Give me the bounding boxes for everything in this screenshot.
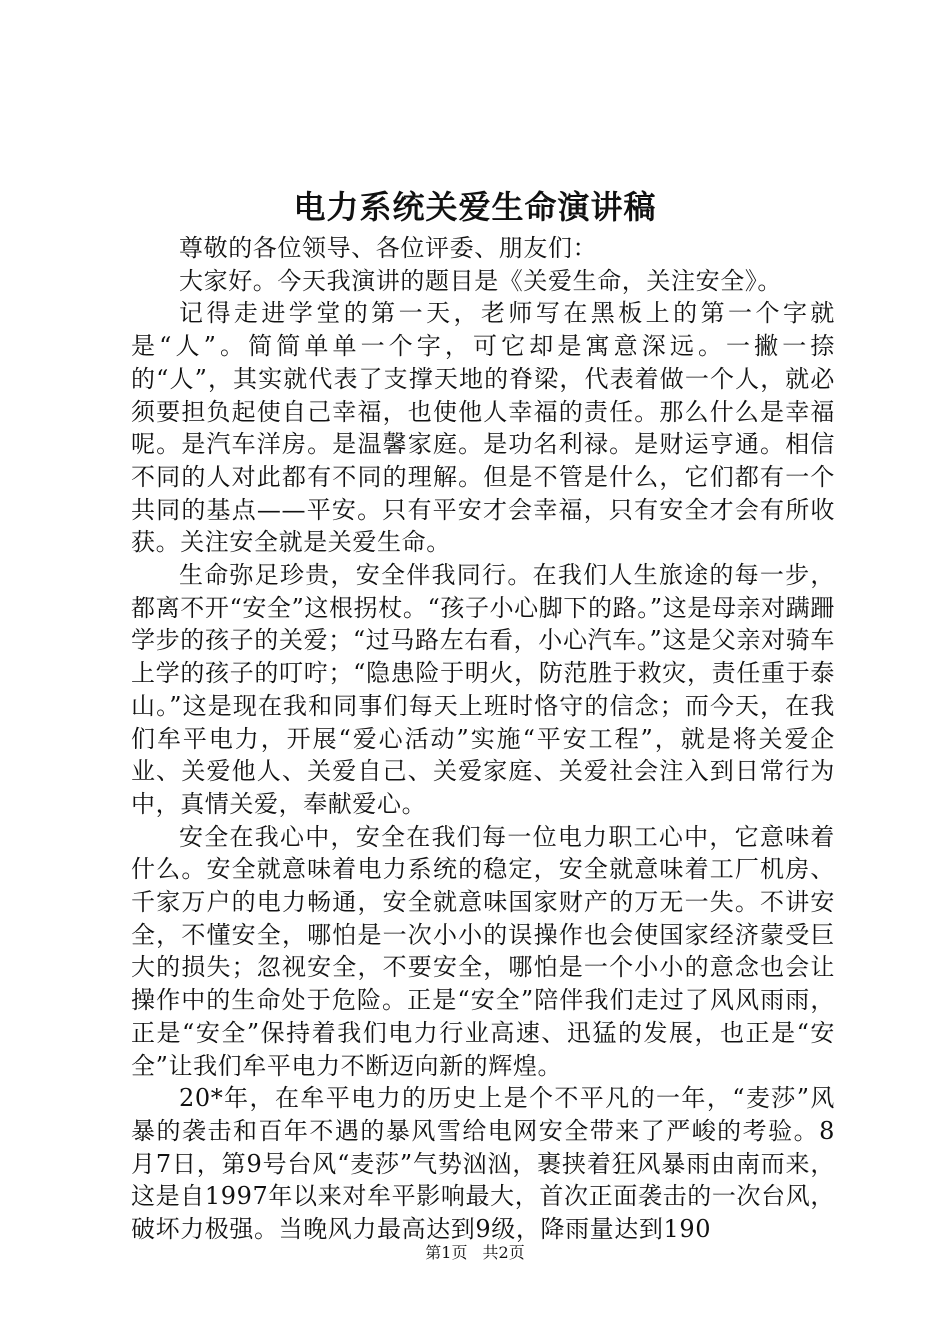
- page-total: 共2页: [482, 1243, 525, 1262]
- document-body: [131, 232, 835, 1246]
- body-paragraph: 20*年，在牟平电力的历史上是个不平凡的一年，“麦莎”风暴的袭击和百年不遇的暴风雪给电网安全带来了严峻的考验。8月7日，第9号台风“麦莎”气势汹汹，裹挟着狂风暴雨由南而来，这是自1997年以来对牟平影响最大，首次正面袭击的一次台风，破坏力极强。当晚风力最高达到9级，降雨量达到190: [131, 1084, 835, 1244]
- page-number: 第1页: [425, 1243, 468, 1262]
- body-paragraph: 记得走进学堂的第一天，老师写在黑板上的第一个字就是“人”。简简单单一个字，可它却是寓意深远。一撇一捺的“人”，其实就代表了支撑天地的脊梁，代表着做一个人，就必须要担负起使自己幸福，也使他人幸福的责任。那么什么是幸福呢。是汽车洋房。是温馨家庭。是功名利禄。是财运亨通。相信不同的人对此都有不同的理解。但是不管是什么，它们都有一个共同的基点——平安。只有平安才会幸福，只有安全才会有所收获。关注安全就是关爱生命。: [131, 299, 835, 557]
- body-paragraph: 生命弥足珍贵，安全伴我同行。在我们人生旅途的每一步，都离不开“安全”这根拐杖。“孩子小心脚下的路。”这是母亲对蹒跚学步的孩子的关爱；“过马路左右看，小心汽车。”这是父亲对骑车上学的孩子的叮咛；“隐患险于明火，防范胜于救灾，责任重于泰山。”这是现在我和同事们每天上班时恪守的信念；而今天，在我们牟平电力，开展“爱心活动”实施“平安工程”，就是将关爱企业、关爱他人、关爱自己、关爱家庭、关爱社会注入到日常行为中，真情关爱，奉献爱心。: [131, 561, 835, 818]
- salutation-paragraph: 尊敬的各位领导、各位评委、朋友们：: [179, 234, 598, 262]
- body-paragraph: 安全在我心中，安全在我们每一位电力职工心中，它意味着什么。安全就意味着电力系统的稳定，安全就意味着工厂机房、千家万户的电力畅通，安全就意味国家财产的万无一失。不讲安全，不懂安全，哪怕是一次小小的误操作也会使国家经济蒙受巨大的损失；忽视安全，不要安全，哪怕是一个小小的意念也会让操作中的生命处于危险。正是“安全”陪伴我们走过了风风雨雨，正是“安全”保持着我们电力行业高速、迅猛的发展，也正是“安全”让我们牟平电力不断迈向新的辉煌。: [131, 822, 835, 1080]
- page-footer: [0, 1242, 950, 1264]
- greeting-paragraph: 大家好。今天我演讲的题目是《关爱生命，关注安全》。: [179, 266, 782, 295]
- document-title: 电力系统关爱生命演讲稿: [293, 188, 657, 226]
